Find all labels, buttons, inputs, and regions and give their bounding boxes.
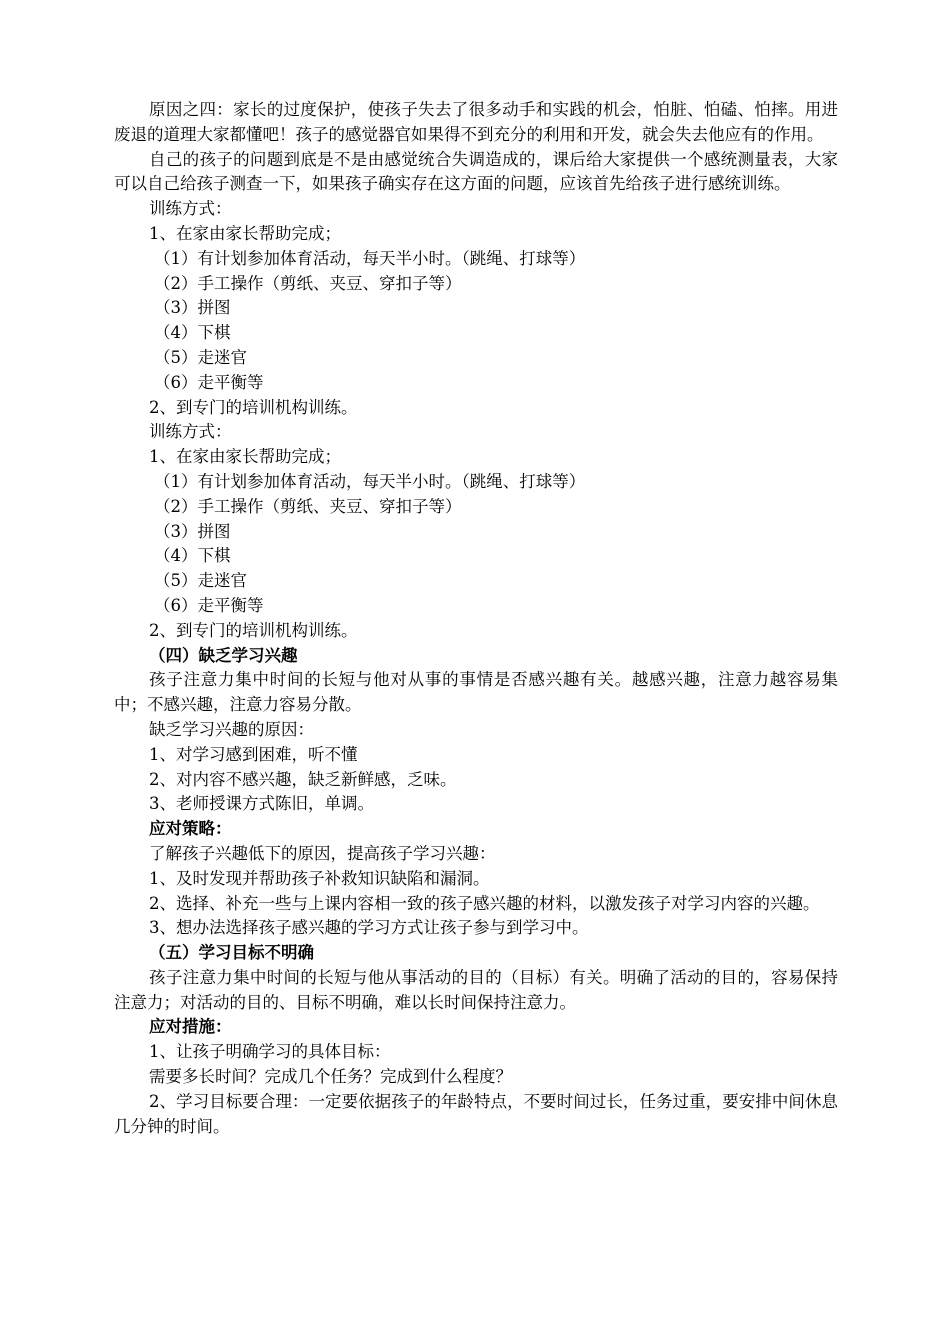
paragraph: 2、学习目标要合理：一定要依据孩子的年龄特点，不要时间过长，任务过重，要安排中间休息几分钟的时间。 (114, 1091, 838, 1136)
paragraph: 缺乏学习兴趣的原因： (149, 719, 314, 739)
paragraph: （4）下棋 (154, 546, 231, 566)
paragraph: 孩子注意力集中时间的长短与他对从事的事情是否感兴趣有关。越感兴趣，注意力越容易集中；不感兴趣，注意力容易分散。 (114, 670, 838, 715)
paragraph: 2、对内容不感兴趣，缺乏新鲜感，乏味。 (149, 769, 457, 789)
paragraph: 1、在家由家长帮助完成； (149, 223, 341, 243)
paragraph: （1）有计划参加体育活动，每天半小时。（跳绳、打球等） (154, 248, 586, 268)
paragraph: 2、选择、补充一些与上课内容相一致的孩子感兴趣的材料，以激发孩子对学习内容的兴趣。 (149, 893, 820, 913)
paragraph: （5）走迷官 (154, 347, 247, 367)
paragraph: 2、到专门的培训机构训练。 (149, 620, 358, 640)
paragraph: 1、及时发现并帮助孩子补救知识缺陷和漏洞。 (149, 868, 490, 888)
paragraph: （4）下棋 (154, 323, 231, 343)
paragraph: 2、到专门的培训机构训练。 (149, 397, 358, 417)
paragraph: （6）走平衡等 (154, 372, 264, 392)
document-page (114, 98, 838, 1139)
section-heading: （四）缺乏学习兴趣 (149, 645, 298, 665)
paragraph: 自己的孩子的问题到底是不是由感觉统合失调造成的，课后给大家提供一个感统测量表，大家可以自己给孩子测查一下，如果孩子确实存在这方面的问题，应该首先给孩子进行感统训练。 (114, 149, 838, 194)
paragraph: 需要多长时间？完成几个任务？完成到什么程度？ (149, 1067, 512, 1087)
paragraph: 原因之四：家长的过度保护，使孩子失去了很多动手和实践的机会，怕脏、怕磕、怕摔。用进废退的道理大家都懂吧！孩子的感觉器官如果得不到充分的利用和开发，就会失去他应有的作用。 (114, 100, 838, 144)
paragraph: （2）手工操作（剪纸、夹豆、穿扣子等） (154, 273, 462, 293)
paragraph: 了解孩子兴趣低下的原因，提高孩子学习兴趣： (149, 843, 496, 863)
paragraph: 训练方式： (149, 422, 232, 442)
paragraph: 3、老师授课方式陈旧，单调。 (149, 794, 374, 814)
paragraph: 孩子注意力集中时间的长短与他从事活动的目的（目标）有关。明确了活动的目的，容易保持注意力；对活动的目的、目标不明确，难以长时间保持注意力。 (114, 967, 838, 1012)
section-heading: 应对策略： (149, 819, 232, 839)
paragraph: 3、想办法选择孩子感兴趣的学习方式让孩子参与到学习中。 (149, 918, 589, 938)
paragraph: 1、让孩子明确学习的具体目标： (149, 1042, 391, 1062)
paragraph: （3）拼图 (154, 298, 231, 318)
paragraph: （3）拼图 (154, 521, 231, 541)
paragraph: 1、对学习感到困难，听不懂 (149, 744, 358, 764)
section-heading: 应对措施： (149, 1017, 232, 1037)
paragraph: （2）手工操作（剪纸、夹豆、穿扣子等） (154, 496, 462, 516)
paragraph: 训练方式： (149, 199, 232, 219)
section-heading: （五）学习目标不明确 (149, 943, 314, 963)
paragraph: 1、在家由家长帮助完成； (149, 447, 341, 467)
paragraph: （1）有计划参加体育活动，每天半小时。（跳绳、打球等） (154, 471, 586, 491)
paragraph: （6）走平衡等 (154, 595, 264, 615)
paragraph: （5）走迷官 (154, 571, 247, 591)
